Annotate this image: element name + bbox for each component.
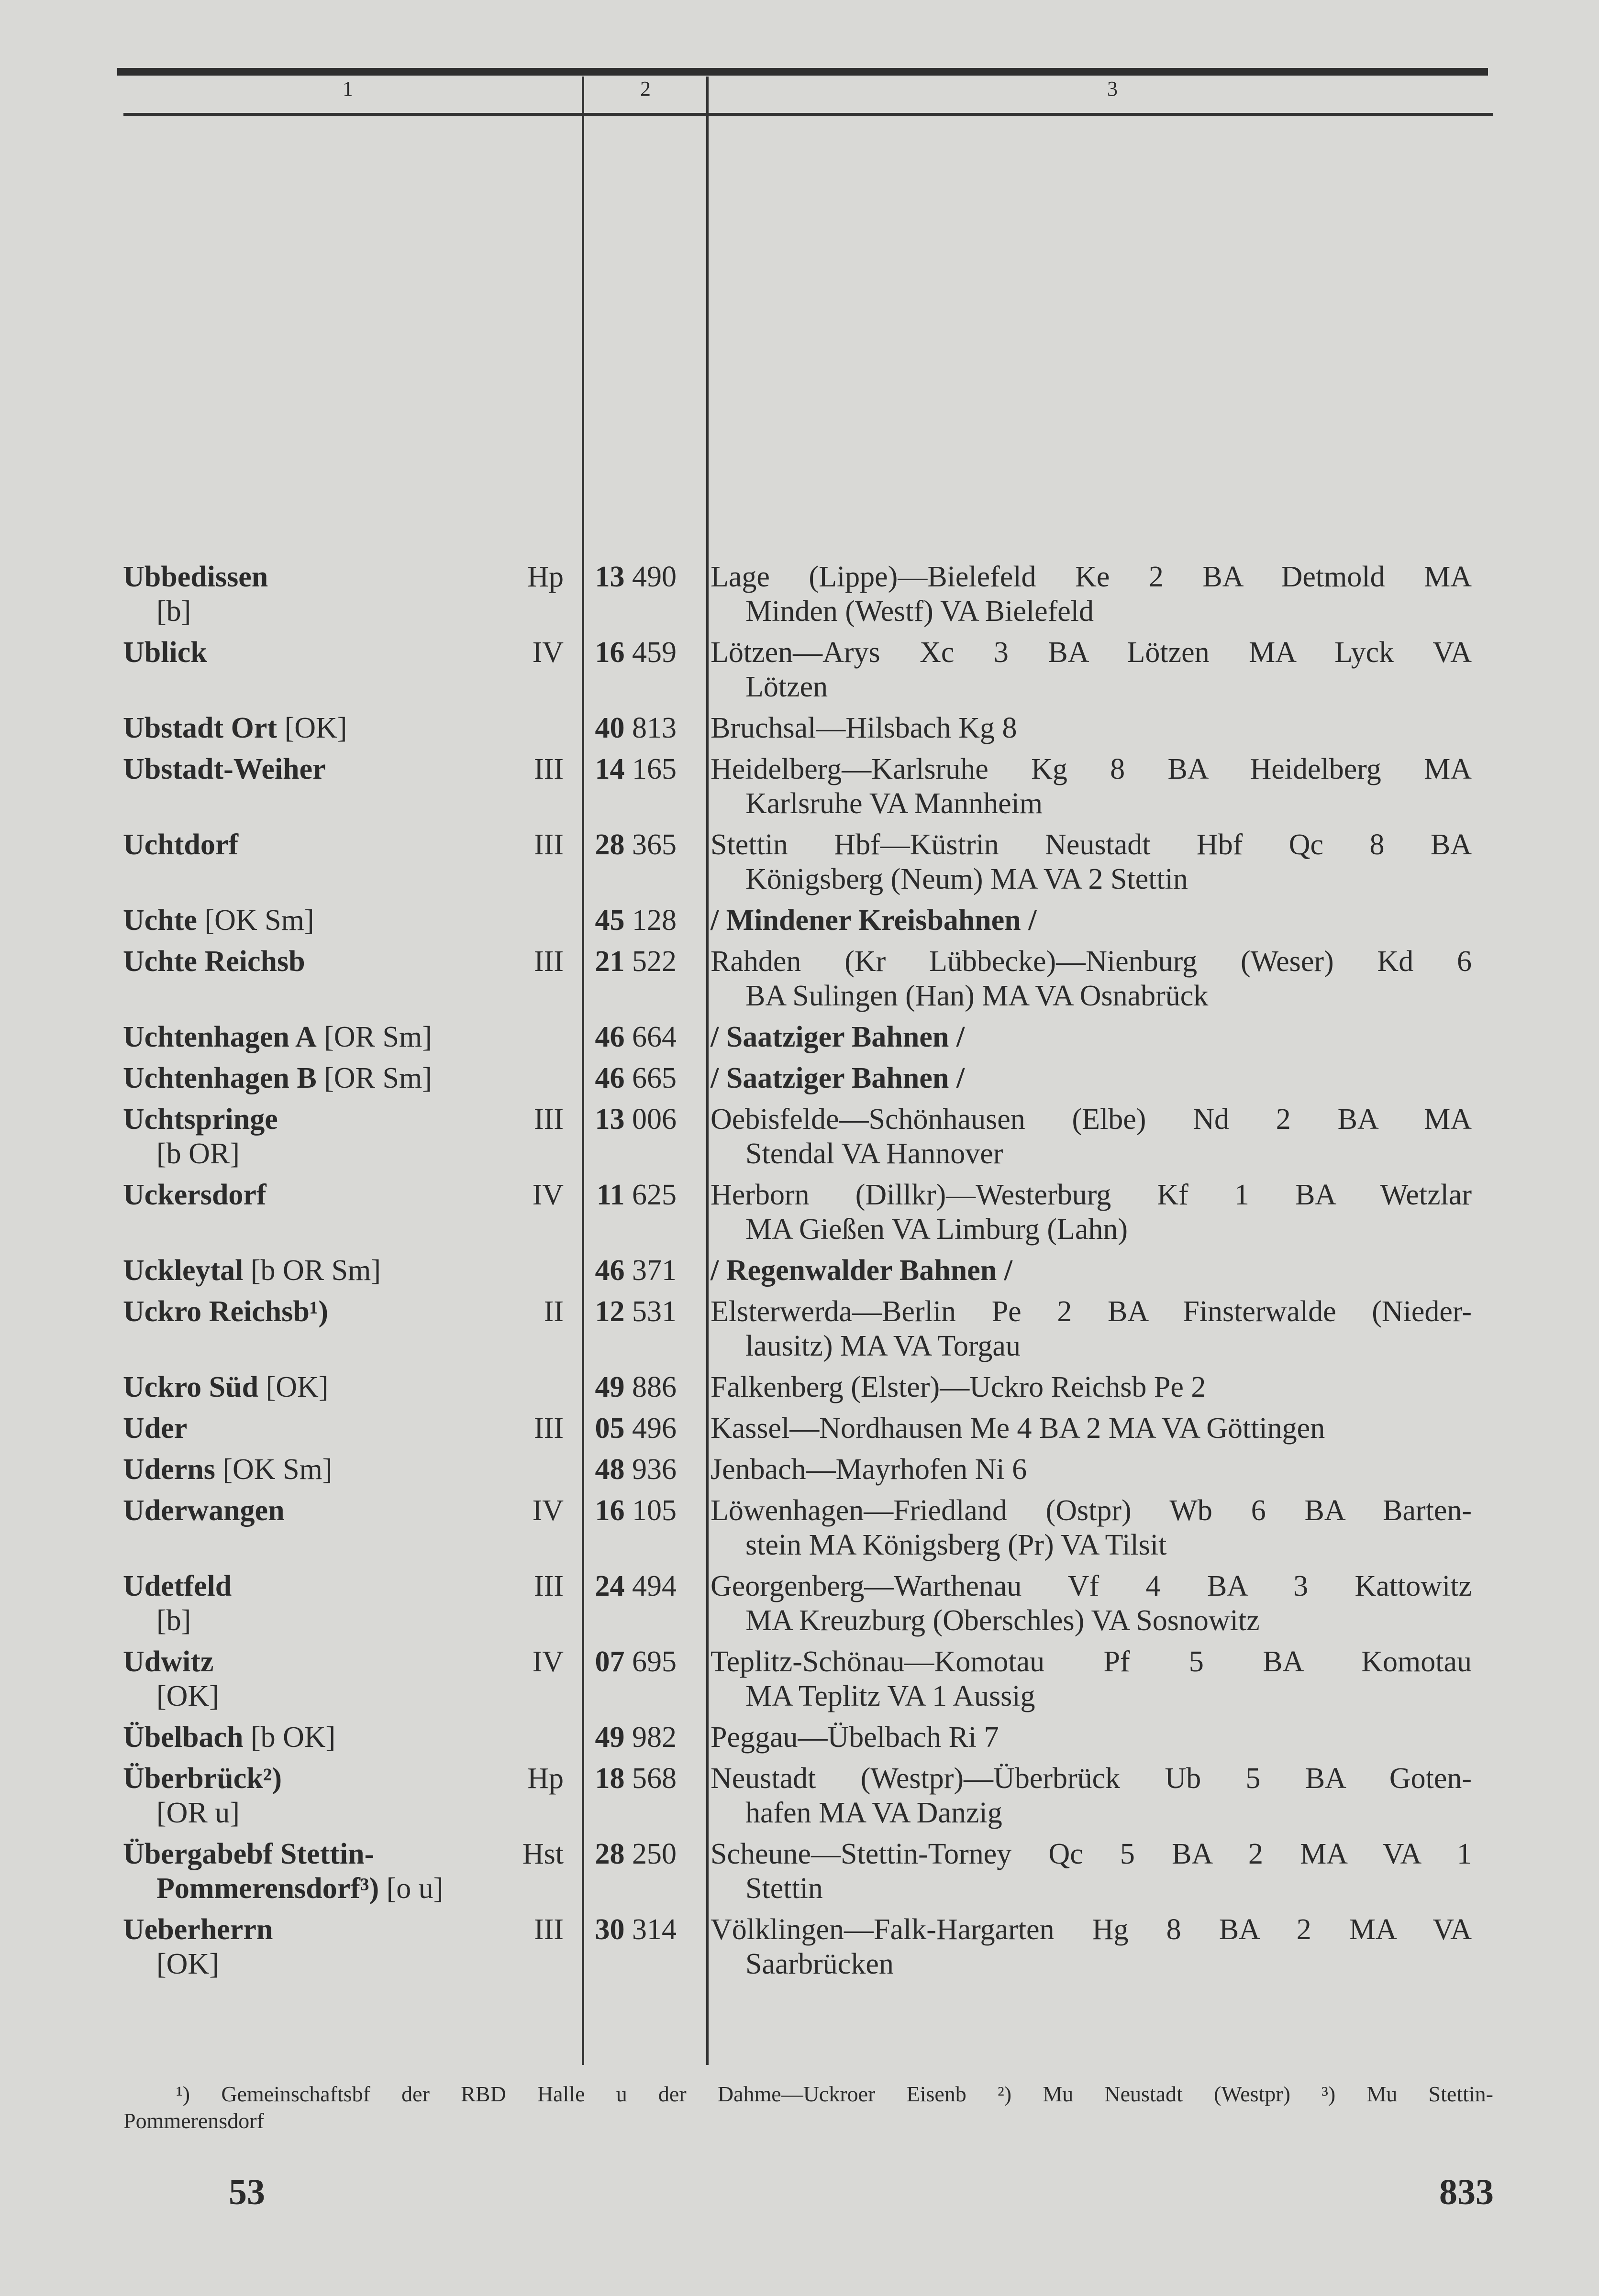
- station-number: 13 490: [595, 561, 677, 593]
- route-description: [696, 1912, 1472, 1981]
- page-number-left: 53: [229, 2172, 265, 2212]
- station-tag: [OK Sm]: [204, 904, 314, 937]
- table-row: [123, 903, 1493, 938]
- station-name: Übelbach: [123, 1721, 244, 1754]
- route-line: Georgenberg—Warthenau Vf 4 BA 3 Kattowitz: [711, 1570, 1472, 1602]
- header-bottom-rule: [123, 113, 1493, 116]
- station-number-prefix: 12: [595, 1295, 625, 1328]
- station-number-prefix: 30: [595, 1913, 625, 1946]
- station-name-line: [123, 1720, 564, 1755]
- station-name-line: [123, 1061, 564, 1095]
- station-tag: [OR Sm]: [324, 1021, 432, 1053]
- route-description: [696, 1493, 1472, 1562]
- station-number-prefix: 13: [595, 561, 625, 593]
- station-name: Ubstadt Ort: [123, 712, 278, 744]
- station-cell: [123, 635, 564, 704]
- station-name-line: [123, 711, 564, 745]
- route-line: Stettin: [745, 1872, 823, 1905]
- station-cell: [123, 1720, 564, 1755]
- route-line: / Mindener Kreisbahnen /: [711, 904, 1037, 937]
- route-line: Peggau—Übelbach Ri 7: [711, 1721, 999, 1754]
- station-name-line: [123, 1645, 564, 1679]
- station-cell: [123, 828, 564, 896]
- route-line: MA Teplitz VA 1 Aussig: [745, 1680, 1035, 1712]
- station-number-prefix: 16: [595, 636, 625, 669]
- station-cell: [123, 1761, 564, 1830]
- station-cell: [123, 711, 564, 745]
- top-thick-rule: [117, 68, 1488, 76]
- station-number: 05 496: [595, 1412, 677, 1445]
- station-name-line-2: [123, 1871, 564, 1906]
- table-row: [123, 1411, 1493, 1446]
- station-number: 49 886: [595, 1371, 677, 1403]
- route-line: MA Gießen VA Limburg (Lahn): [745, 1213, 1128, 1246]
- station-name: Überbrück²): [123, 1762, 282, 1795]
- route-line: Falkenberg (Elster)—Uckro Reichsb Pe 2: [711, 1371, 1206, 1403]
- station-number-prefix: 24: [595, 1570, 625, 1602]
- station-tag: [b OK]: [250, 1721, 336, 1754]
- station-name: Uckro Süd: [123, 1371, 259, 1403]
- station-number: 07 695: [595, 1645, 677, 1678]
- station-class: Hp: [527, 561, 564, 593]
- station-cell: [123, 1102, 564, 1171]
- route-line: / Saatziger Bahnen /: [711, 1021, 965, 1053]
- station-cell: [123, 1837, 564, 1906]
- table-row: [123, 1253, 1493, 1288]
- station-cell: [123, 1493, 564, 1562]
- route-line: Heidelberg—Karlsruhe Kg 8 BA Heidelberg MA: [711, 753, 1472, 785]
- route-description: [696, 1294, 1472, 1363]
- route-description: [696, 944, 1472, 1013]
- station-tag: [b]: [156, 595, 191, 628]
- route-description: [696, 711, 1472, 745]
- station-tag: [OK]: [156, 1948, 219, 1980]
- station-name: Ubstadt-Weiher: [123, 753, 326, 785]
- station-class: III: [534, 945, 564, 978]
- table-row: [123, 1761, 1493, 1830]
- station-cell: [123, 560, 564, 629]
- station-number-prefix: 11: [596, 1179, 625, 1211]
- route-description: [696, 1102, 1472, 1171]
- station-tag: [o u]: [386, 1872, 444, 1905]
- station-name: Uchte Reichsb: [123, 945, 305, 978]
- page-number-right: 833: [1439, 2172, 1494, 2212]
- station-cell: [123, 1912, 564, 1981]
- station-number: 21 522: [595, 945, 677, 978]
- station-name-line: [123, 1411, 564, 1446]
- route-description: [696, 1645, 1472, 1713]
- station-number-prefix: 28: [595, 828, 625, 861]
- station-number: 45 128: [595, 904, 677, 937]
- route-line: Kassel—Nordhausen Me 4 BA 2 MA VA Göttingen: [711, 1412, 1325, 1445]
- station-name-line-2: [123, 1679, 564, 1713]
- station-name-line: [123, 1253, 564, 1288]
- station-tag: [b OR]: [156, 1137, 240, 1170]
- route-line: stein MA Königsberg (Pr) VA Tilsit: [745, 1529, 1167, 1561]
- route-line: BA Sulingen (Han) MA VA Osnabrück: [745, 980, 1209, 1012]
- route-description: [696, 1061, 1472, 1095]
- table-row: [123, 635, 1493, 704]
- station-name: Ueberherrn: [123, 1913, 273, 1946]
- station-number-prefix: 18: [595, 1762, 625, 1795]
- header-divider-2: [706, 77, 709, 113]
- table-row: [123, 828, 1493, 896]
- station-number: 46 371: [595, 1254, 677, 1287]
- route-description: [696, 560, 1472, 629]
- route-line: Bruchsal—Hilsbach Kg 8: [711, 712, 1017, 744]
- station-number-prefix: 28: [595, 1838, 625, 1870]
- table-row: [123, 1645, 1493, 1713]
- route-line: Löwenhagen—Friedland (Ostpr) Wb 6 BA Barten-: [711, 1494, 1472, 1527]
- station-name: Uder: [123, 1412, 188, 1445]
- route-line: Rahden (Kr Lübbecke)—Nienburg (Weser) Kd 6: [711, 945, 1472, 978]
- station-name: Uckro Reichsb¹): [123, 1295, 329, 1328]
- route-line: Karlsruhe VA Mannheim: [745, 787, 1043, 820]
- station-name-line-2: [123, 1947, 564, 1981]
- station-number: 18 568: [595, 1762, 677, 1795]
- station-name: Uckleytal: [123, 1254, 244, 1287]
- station-name-line: [123, 1370, 564, 1404]
- station-number: 12 531: [595, 1295, 677, 1328]
- station-name-line: [123, 944, 564, 979]
- station-class: IV: [532, 636, 564, 669]
- station-tag: [b OR Sm]: [250, 1254, 381, 1287]
- route-line: / Saatziger Bahnen /: [711, 1062, 965, 1094]
- table-row: [123, 1720, 1493, 1755]
- station-number: 28 250: [595, 1838, 677, 1870]
- route-description: [696, 828, 1472, 896]
- station-name: Uderwangen: [123, 1494, 285, 1527]
- station-class: III: [534, 1913, 564, 1946]
- station-number-prefix: 16: [595, 1494, 625, 1527]
- route-description: [696, 1411, 1472, 1446]
- station-number-prefix: 49: [595, 1721, 625, 1754]
- route-line: Jenbach—Mayrhofen Ni 6: [711, 1453, 1027, 1486]
- route-description: [696, 1370, 1472, 1404]
- station-number: 13 006: [595, 1103, 677, 1136]
- table-row: [123, 1370, 1493, 1404]
- station-name-line: [123, 1178, 564, 1212]
- station-number-prefix: 46: [595, 1021, 625, 1053]
- table-row: [123, 1493, 1493, 1562]
- route-line: Lage (Lippe)—Bielefeld Ke 2 BA Detmold MA: [711, 561, 1472, 593]
- table-row: [123, 1837, 1493, 1906]
- station-name-line: [123, 828, 564, 862]
- station-number-prefix: 48: [595, 1453, 625, 1486]
- station-number-prefix: 14: [595, 753, 625, 785]
- route-description: [696, 1452, 1472, 1487]
- station-class: Hst: [522, 1838, 564, 1870]
- table-row: [123, 1569, 1493, 1638]
- table-row: [123, 1912, 1493, 1981]
- route-line: Neustadt (Westpr)—Überbrück Ub 5 BA Goten-: [711, 1762, 1472, 1795]
- station-name: Uchtenhagen B: [123, 1062, 317, 1094]
- table-row: [123, 1294, 1493, 1363]
- route-line: / Regenwalder Bahnen /: [711, 1254, 1012, 1287]
- route-description: [696, 635, 1472, 704]
- station-tag: [OK Sm]: [222, 1453, 333, 1486]
- station-cell: [123, 1645, 564, 1713]
- station-cell: [123, 1411, 564, 1446]
- station-number-prefix: 49: [595, 1371, 625, 1403]
- station-name: Udetfeld: [123, 1570, 232, 1602]
- station-number: 11 625: [596, 1179, 677, 1211]
- table-row: [123, 1020, 1493, 1054]
- footnote-line-2: Pommerensdorf: [123, 2108, 264, 2133]
- station-number: 28 365: [595, 828, 677, 861]
- route-line: Stendal VA Hannover: [745, 1137, 1003, 1170]
- route-line: Minden (Westf) VA Bielefeld: [745, 595, 1094, 628]
- station-cell: [123, 903, 564, 938]
- station-class: III: [534, 1103, 564, 1136]
- station-name: Uckersdorf: [123, 1179, 266, 1211]
- table-row: [123, 1102, 1493, 1171]
- station-cell: [123, 944, 564, 1013]
- route-line: MA Kreuzburg (Oberschles) VA Sosnowitz: [745, 1604, 1260, 1637]
- station-tag: [OK]: [266, 1371, 329, 1403]
- station-cell: [123, 1452, 564, 1487]
- route-description: [696, 1720, 1472, 1755]
- station-number: 46 665: [595, 1062, 677, 1094]
- station-number: 16 105: [595, 1494, 677, 1527]
- table-row: [123, 1452, 1493, 1487]
- station-tag: [OR u]: [156, 1797, 240, 1829]
- station-class: IV: [532, 1645, 564, 1678]
- station-number: 14 165: [595, 753, 677, 785]
- route-description: [696, 903, 1472, 938]
- station-number-prefix: 46: [595, 1254, 625, 1287]
- station-number: 24 494: [595, 1570, 677, 1602]
- station-class: III: [534, 1412, 564, 1445]
- station-name-line-2: [123, 594, 564, 629]
- column-header-2: 2: [640, 77, 651, 100]
- station-name-line: [123, 1912, 564, 1947]
- route-line: Elsterwerda—Berlin Pe 2 BA Finsterwalde (Nieder-: [711, 1295, 1472, 1328]
- station-name: Udwitz: [123, 1645, 214, 1678]
- station-name-line-2: [123, 1603, 564, 1638]
- station-name: Ublick: [123, 636, 207, 669]
- station-cell: [123, 1061, 564, 1095]
- station-number-prefix: 40: [595, 712, 625, 744]
- station-number-prefix: 07: [595, 1645, 625, 1678]
- table-row: [123, 1178, 1493, 1247]
- station-name-line: [123, 635, 564, 670]
- station-name: Übergabebf Stettin-: [123, 1838, 375, 1870]
- route-line: Stettin Hbf—Küstrin Neustadt Hbf Qc 8 BA: [711, 828, 1472, 861]
- station-class: III: [534, 828, 564, 861]
- station-name-line: [123, 1569, 564, 1603]
- route-description: [696, 752, 1472, 821]
- station-name-line-2: [123, 1796, 564, 1830]
- station-name-line: [123, 1837, 564, 1871]
- table-row: [123, 752, 1493, 821]
- table-row: [123, 944, 1493, 1013]
- station-tag: [b]: [156, 1604, 191, 1637]
- station-class: III: [534, 753, 564, 785]
- station-tag: [OK]: [156, 1680, 219, 1712]
- station-name: Uchtspringe: [123, 1103, 278, 1136]
- station-number-prefix: 05: [595, 1412, 625, 1445]
- station-name-line: [123, 1761, 564, 1796]
- station-cell: [123, 1253, 564, 1288]
- station-cell: [123, 752, 564, 821]
- station-number-prefix: 21: [595, 945, 625, 978]
- route-line: Scheune—Stettin-Torney Qc 5 BA 2 MA VA 1: [711, 1838, 1472, 1870]
- station-name-line: [123, 1020, 564, 1054]
- route-line: Völklingen—Falk-Hargarten Hg 8 BA 2 MA VA: [711, 1913, 1472, 1946]
- route-description: [696, 1020, 1472, 1054]
- station-table: [123, 560, 1493, 1988]
- route-line: Oebisfelde—Schönhausen (Elbe) Nd 2 BA MA: [711, 1103, 1472, 1136]
- station-number-prefix: 46: [595, 1062, 625, 1094]
- table-row: [123, 1061, 1493, 1095]
- table-row: [123, 560, 1493, 629]
- footnotes: [123, 2081, 1493, 2134]
- route-line: Königsberg (Neum) MA VA 2 Stettin: [745, 863, 1188, 895]
- station-name: Uderns: [123, 1453, 215, 1486]
- station-class: IV: [532, 1179, 564, 1211]
- station-number: 48 936: [595, 1453, 677, 1486]
- route-line: Lötzen—Arys Xc 3 BA Lötzen MA Lyck VA: [711, 636, 1472, 669]
- station-name: Uchtdorf: [123, 828, 239, 861]
- station-tag: [OK]: [284, 712, 347, 744]
- route-line: Saarbrücken: [745, 1948, 894, 1980]
- route-line: Herborn (Dillkr)—Westerburg Kf 1 BA Wetzlar: [711, 1179, 1472, 1211]
- station-name-line: [123, 1452, 564, 1487]
- station-number: 40 813: [595, 712, 677, 744]
- route-line: hafen MA VA Danzig: [745, 1797, 1002, 1829]
- station-class: III: [534, 1570, 564, 1602]
- station-cell: [123, 1370, 564, 1404]
- route-line: Teplitz-Schönau—Komotau Pf 5 BA Komotau: [711, 1645, 1472, 1678]
- station-name: Uchte: [123, 904, 197, 937]
- station-number: 46 664: [595, 1021, 677, 1053]
- station-name-cont: Pommerensdorf³): [156, 1872, 379, 1905]
- station-class: Hp: [527, 1762, 564, 1795]
- station-name-line: [123, 1294, 564, 1329]
- footnote-line-1: ¹) Gemeinschaftsbf der RBD Halle u der Dahme—Uckroer Eisenb ²) Mu Neustadt (Westpr) ³) Mu Stettin-: [176, 2082, 1493, 2106]
- route-description: [696, 1837, 1472, 1906]
- column-header-3: 3: [1107, 77, 1118, 100]
- station-tag: [OR Sm]: [324, 1062, 432, 1094]
- station-name-line: [123, 560, 564, 594]
- route-description: [696, 1178, 1472, 1247]
- header-divider-1: [582, 77, 584, 113]
- station-class: IV: [532, 1494, 564, 1527]
- route-description: [696, 1569, 1472, 1638]
- column-header-1: 1: [343, 77, 353, 100]
- station-name-line: [123, 903, 564, 938]
- station-name-line: [123, 752, 564, 786]
- route-description: [696, 1253, 1472, 1288]
- station-number: 16 459: [595, 636, 677, 669]
- route-description: [696, 1761, 1472, 1830]
- route-line: lausitz) MA VA Torgau: [745, 1330, 1021, 1362]
- station-number-prefix: 45: [595, 904, 625, 937]
- table-row: [123, 711, 1493, 745]
- station-cell: [123, 1294, 564, 1363]
- station-number: 30 314: [595, 1913, 677, 1946]
- station-name: Uchtenhagen A: [123, 1021, 317, 1053]
- station-name-line-2: [123, 1137, 564, 1171]
- station-cell: [123, 1178, 564, 1247]
- station-number-prefix: 13: [595, 1103, 625, 1136]
- station-cell: [123, 1569, 564, 1638]
- station-name-line: [123, 1102, 564, 1137]
- station-cell: [123, 1020, 564, 1054]
- station-name-line: [123, 1493, 564, 1528]
- station-class: II: [544, 1295, 564, 1328]
- station-name: Ubbedissen: [123, 561, 268, 593]
- station-number: 49 982: [595, 1721, 677, 1754]
- route-line: Lötzen: [745, 671, 828, 703]
